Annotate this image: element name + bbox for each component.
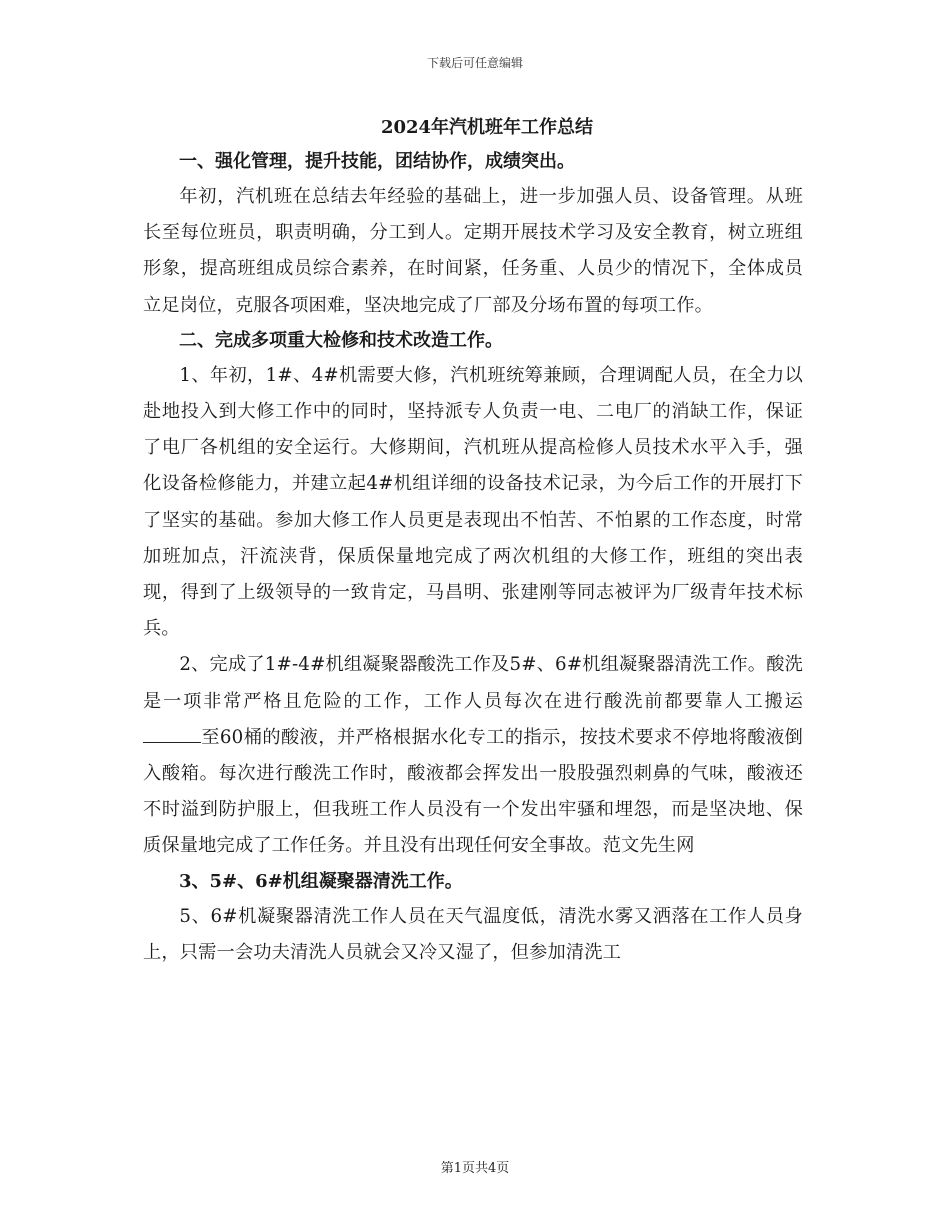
fill-in-blank (143, 728, 201, 743)
paragraph-3-part-1: 2、完成了1#-4#机组凝聚器酸洗工作及5#、6#机组凝聚器清洗工作。酸洗是一项非常严格且危险的工作，工作人员每次在进行酸洗前都要靠人工搬运 (143, 654, 803, 712)
section-heading-1: 一、强化管理，提升技能，团结协作，成绩突出。 (179, 151, 575, 172)
header-note: 下载后可任意编辑 (426, 56, 523, 70)
document-body (143, 112, 803, 971)
document-title: 2024年汽机班年工作总结 (380, 117, 594, 138)
section-heading-2: 二、完成多项重大检修和技术改造工作。 (179, 329, 503, 351)
page-footer: 第1页共4页 (440, 1161, 510, 1176)
section-heading-3: 3、5#、6#机组凝聚器清洗工作。 (179, 870, 463, 892)
paragraph-3 (143, 647, 803, 864)
paragraph-4: 5、6#机凝聚器清洗工作人员在天气温度低，清洗水雾又洒落在工作人员身上，只需一会功夫清洗人员就会又冷又湿了，但参加清洗工 (143, 905, 803, 963)
paragraph-3-part-2: 至60桶的酸液，并严格根据水化专工的指示，按技术要求不停地将酸液倒入酸箱。每次进行酸洗工作时，酸液都会挥发出一股股强烈刺鼻的气味，酸液还不时溢到防护服上，但我班工作人员没有一个发出牢骚和埋怨，而是坚决地、保质保量地完成了工作任务。并且没有出现任何安全事故。范文先生网 (143, 726, 803, 857)
paragraph-1: 年初，汽机班在总结去年经验的基础上，进一步加强人员、设备管理。从班长至每位班员，职责明确，分工到人。定期开展技术学习及安全教育，树立班组形象，提高班组成员综合素养，在时间紧，任务重、人员少的情况下，全体成员立足岗位，克服各项困难，坚决地完成了厂部及分场布置的每项工作。 (143, 186, 803, 316)
paragraph-2: 1、年初，1#、4#机需要大修，汽机班统筹兼顾，合理调配人员，在全力以赴地投入到大修工作中的同时，坚持派专人负责一电、二电厂的消缺工作，保证了电厂各机组的安全运行。大修期间，汽机班从提高检修人员技术水平入手，强化设备检修能力，并建立起4#机组详细的设备技术记录，为今后工作的开展打下了坚实的基础。参加大修工作人员更是表现出不怕苦、不怕累的工作态度，时常加班加点，汗流浃背，保质保量地完成了两次机组的大修工作，班组的突出表现，得到了上级领导的一致肯定，马昌明、张建刚等同志被评为厂级青年技术标兵。 (143, 364, 803, 640)
